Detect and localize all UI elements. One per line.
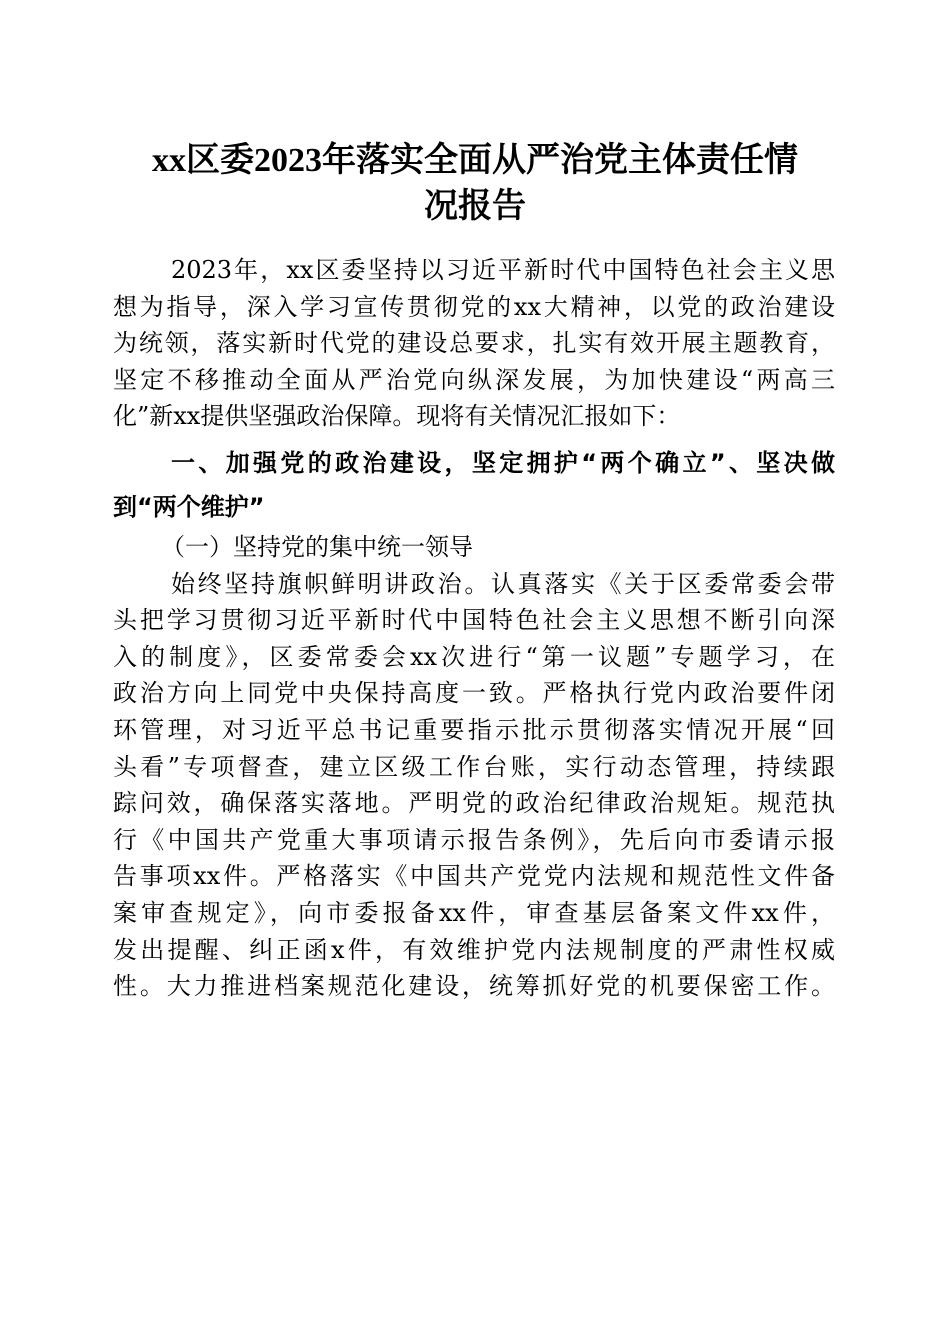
intro-paragraph <box>113 252 835 435</box>
heading-line: 一、加强党的政治建设，坚定拥护“两个确立”、坚决做 <box>171 448 835 477</box>
text-line: 踪问效，确保落实落地。严明党的政治纪律政治规矩。规范执 <box>113 789 835 818</box>
document-body <box>113 252 835 1005</box>
text-line: 为统领，落实新时代党的建设总要求，扎实有效开展主题教育， <box>113 329 835 358</box>
text-line: 始终坚持旗帜鲜明讲政治。认真落实《关于区委常委会带 <box>171 569 835 598</box>
text-line: 环管理，对习近平总书记重要指示批示贯彻落实情况开展“回 <box>113 715 835 744</box>
text-line: 性。大力推进档案规范化建设，统筹抓好党的机要保密工作。 <box>113 972 835 1001</box>
section-heading <box>113 441 835 529</box>
text-line: 入的制度》，区委常委会xx次进行“第一议题”专题学习，在 <box>113 642 835 671</box>
heading-line: 到“两个维护” <box>113 492 265 521</box>
text-line: 案审查规定》，向市委报备xx件，审查基层备案文件xx件， <box>113 898 835 927</box>
title-line: 况报告 <box>424 188 526 225</box>
text-line: 坚定不移推动全面从严治党向纵深发展，为加快建设“两高三 <box>113 365 835 394</box>
text-line: 行《中国共产党重大事项请示报告条例》，先后向市委请示报 <box>113 825 835 854</box>
subsection-heading <box>113 529 835 566</box>
subheading-line: （一）坚持党的集中统一领导 <box>161 532 473 561</box>
text-line: 发出提醒、纠正函x件，有效维护党内法规制度的严肃性权威 <box>113 935 835 964</box>
document-title <box>100 138 850 230</box>
text-line: 头看”专项督查，建立区级工作台账，实行动态管理，持续跟 <box>113 752 835 781</box>
body-paragraph <box>113 566 835 1005</box>
text-line: 政治方向上同党中央保持高度一致。严格执行党内政治要件闭 <box>113 679 835 708</box>
text-line: 想为指导，深入学习宣传贯彻党的xx大精神，以党的政治建设 <box>113 292 835 321</box>
title-line: xx区委2023年落实全面从严治党主体责任情 <box>152 142 798 179</box>
text-line: 化”新xx提供坚强政治保障。现将有关情况汇报如下： <box>113 402 681 431</box>
text-line: 头把学习贯彻习近平新时代中国特色社会主义思想不断引向深 <box>113 606 835 635</box>
text-line: 2023年，xx区委坚持以习近平新时代中国特色社会主义思 <box>171 256 835 284</box>
text-line: 告事项xx件。严格落实《中国共产党党内法规和规范性文件备 <box>113 862 835 891</box>
